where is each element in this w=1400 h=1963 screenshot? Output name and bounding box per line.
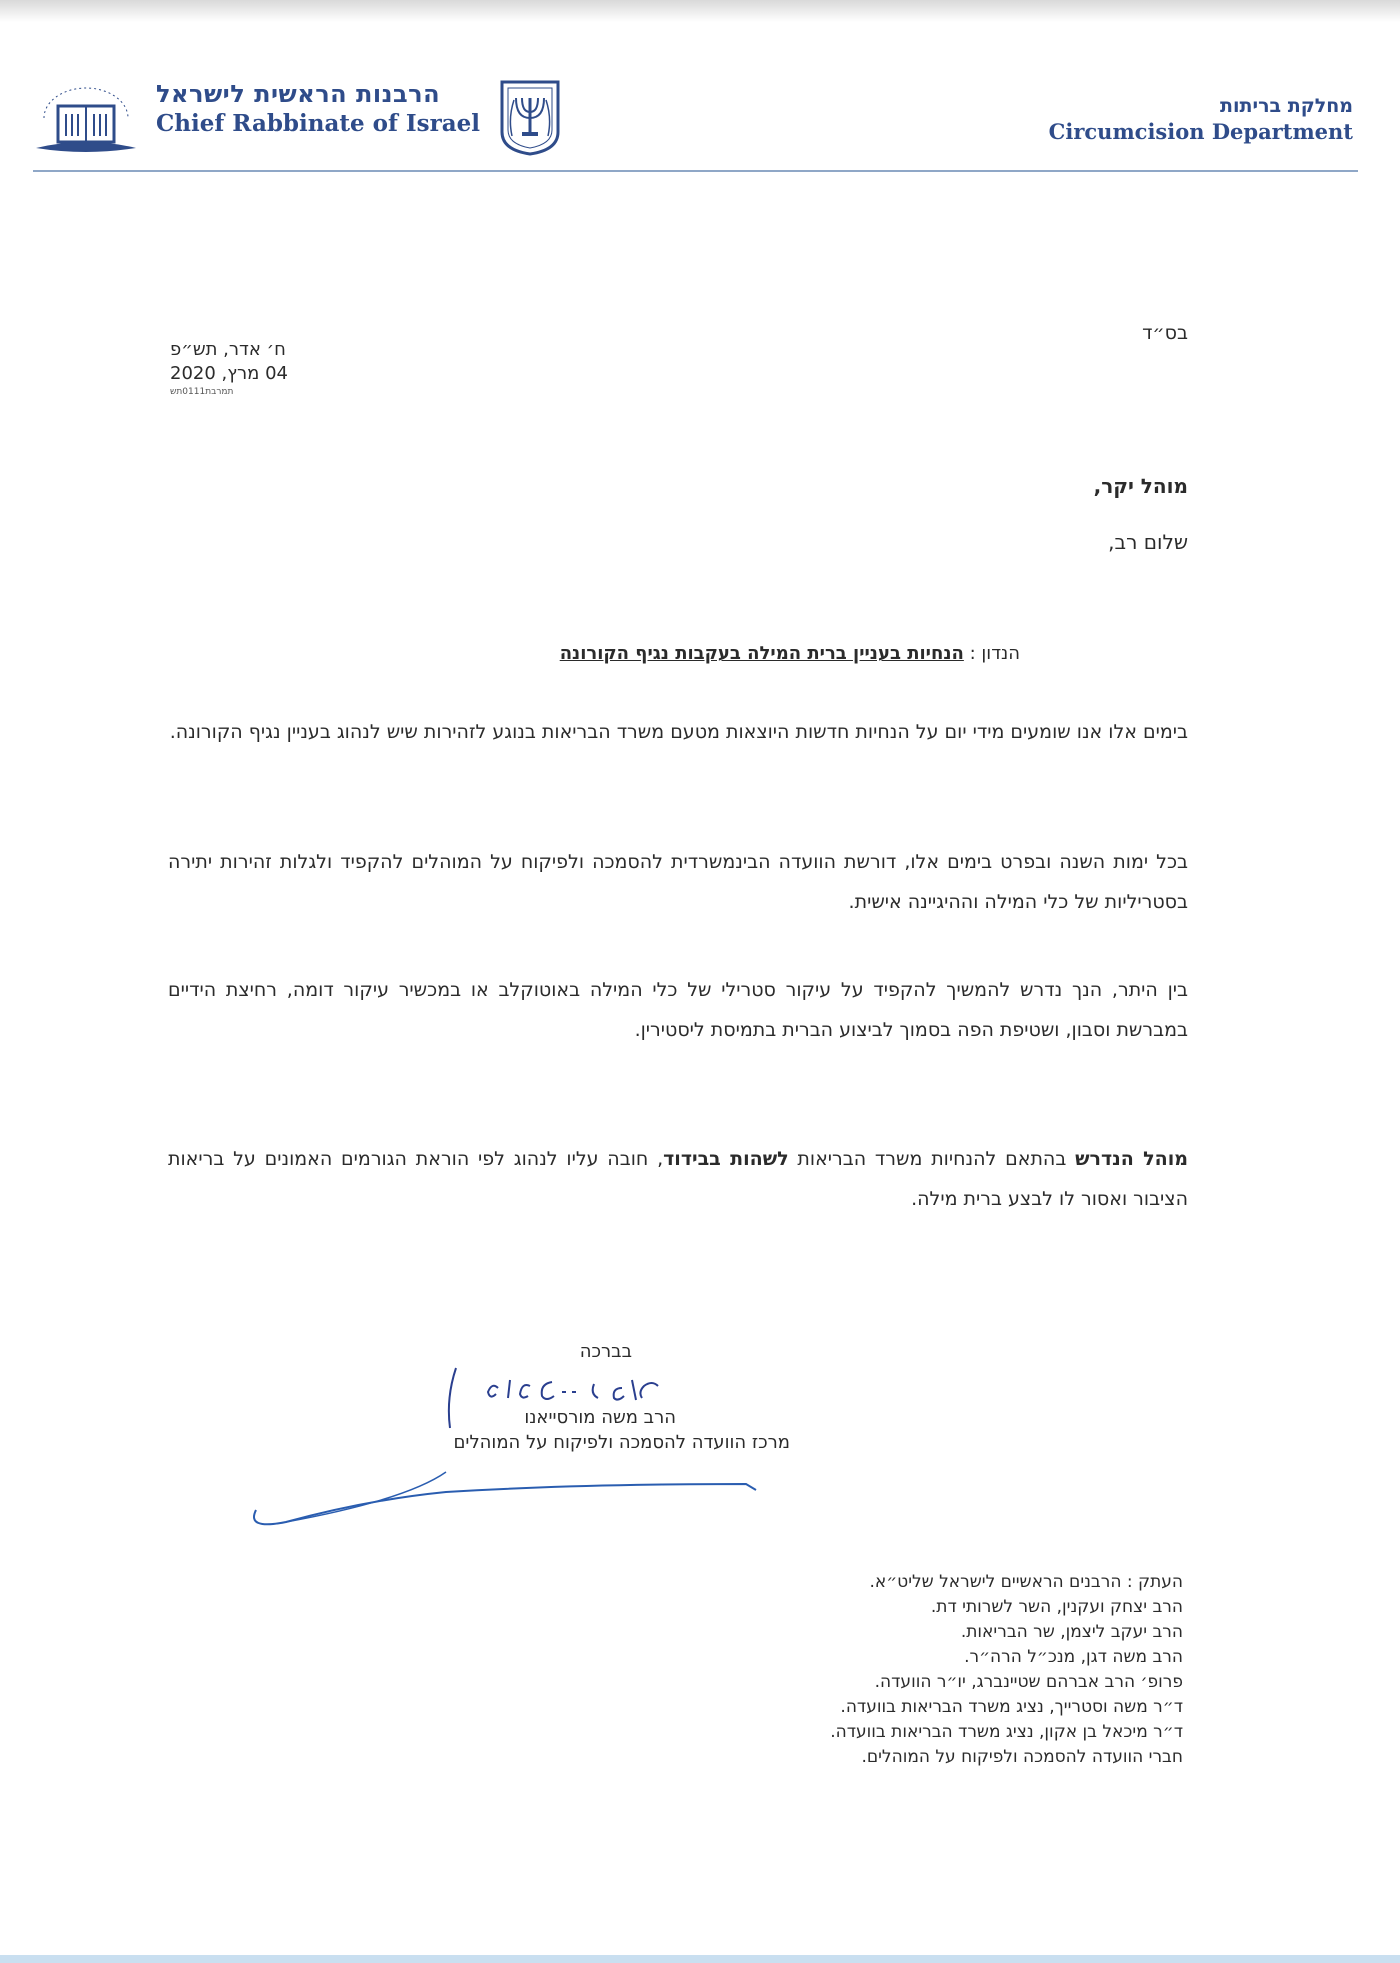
subject-label: הנדון : — [969, 643, 1020, 664]
paragraph-4-bold-isolation: לשהות בבידוד — [663, 1148, 789, 1170]
paragraph-4-end: , חובה עליו לנהוג לפי הוראת הגורמים האמונים על בריאות הציבור ואסור לו לבצע ברית מילה. — [168, 1148, 1188, 1210]
cc-label: העתק : — [1126, 1572, 1183, 1592]
bsd-mark: בס״ד — [1142, 322, 1188, 344]
cc-item: הרב משה דגן, מנכ״ל הרה״ר. — [964, 1647, 1183, 1667]
signature-flourish — [246, 1460, 766, 1530]
cc-item: הרב יעקב ליצמן, שר הבריאות. — [960, 1622, 1183, 1642]
paragraph-4-middle: בהתאם להנחיות משרד הבריאות — [788, 1148, 1076, 1170]
paragraph-4 — [168, 1139, 1188, 1219]
closing: בברכה — [579, 1341, 632, 1362]
cc-line-1 — [830, 1570, 1183, 1595]
subject-line — [560, 643, 1020, 664]
rabbinate-book-logo — [30, 78, 142, 158]
state-emblem-icon — [498, 78, 562, 156]
cc-item: חברי הוועדה להסמכה ולפיקוח על המוהלים. — [861, 1747, 1183, 1767]
subject-text: הנחיות בעניין ברית המילה בעקבות נגיף הקורונה — [559, 643, 964, 664]
rabbinate-name — [156, 80, 486, 137]
signatory-title: מרכז הוועדה להסמכה ולפיקוח על המוהלים — [453, 1432, 790, 1453]
paragraph-2: בכל ימות השנה ובפרט בימים אלו, דורשת הוועדה הבינמשרדית להסמכה ולפיקוח על המוהלים להקפיד ולגלות זהירות יתירה בסטריליות של כלי המילה וההיגיינה אישית. — [168, 851, 1188, 913]
department-name-english: Circumcision Department — [1048, 119, 1353, 144]
cc-item: ד״ר מיכאל בן אקון, נציג משרד הבריאות בוועדה. — [830, 1722, 1183, 1742]
salutation: מוהל יקר, — [1093, 474, 1188, 498]
cc-item: הרב יצחק ועקנין, השר לשרותי דת. — [930, 1597, 1183, 1617]
page-bottom-edge — [0, 1955, 1400, 1963]
cc-item: פרופ׳ הרב אברהם שטיינברג, יו״ר הוועדה. — [874, 1672, 1183, 1692]
paragraph-1: בימים אלו אנו שומעים מידי יום על הנחיות חדשות היוצאות מטעם משרד הבריאות בנוגע לזהירות שיש לנהוג בעניין נגיף הקורונה. — [169, 721, 1188, 743]
rabbinate-name-english: Chief Rabbinate of Israel — [156, 110, 480, 137]
department-name — [1049, 95, 1353, 144]
top-edge-shadow — [0, 0, 1400, 22]
cc-item: הרבנים הראשיים לישראל שליט״א. — [869, 1572, 1122, 1592]
header-divider — [33, 170, 1358, 172]
signatory-name: הרב משה מורסייאנו — [524, 1407, 676, 1428]
department-name-hebrew: מחלקת בריתות — [1220, 95, 1353, 117]
hebrew-date: ח׳ אדר, תש״פ — [170, 339, 286, 360]
date-block — [170, 338, 330, 398]
reference-number: תמרבת0111תש — [170, 387, 234, 397]
paragraph-4-bold-mohel: מוהל הנדרש — [1075, 1148, 1188, 1170]
paragraph-3: בין היתר, הנך נדרש להמשיך להקפיד על עיקור סטרילי של כלי המילה באוטוקלב או במכשיר עיקור דומה, רחיצת הידיים במברשת וסבון, ושטיפת הפה בסמוך לביצוע הברית בתמיסת ליסטירין. — [168, 979, 1188, 1041]
greeting: שלום רב, — [1108, 530, 1188, 554]
cc-list — [830, 1570, 1183, 1770]
cc-item: ד״ר משה וסטרייך, נציג משרד הבריאות בוועדה. — [840, 1697, 1183, 1717]
gregorian-date: 04 מרץ, 2020 — [170, 363, 288, 384]
rabbinate-name-hebrew: הרבנות הראשית לישראל — [156, 80, 441, 108]
